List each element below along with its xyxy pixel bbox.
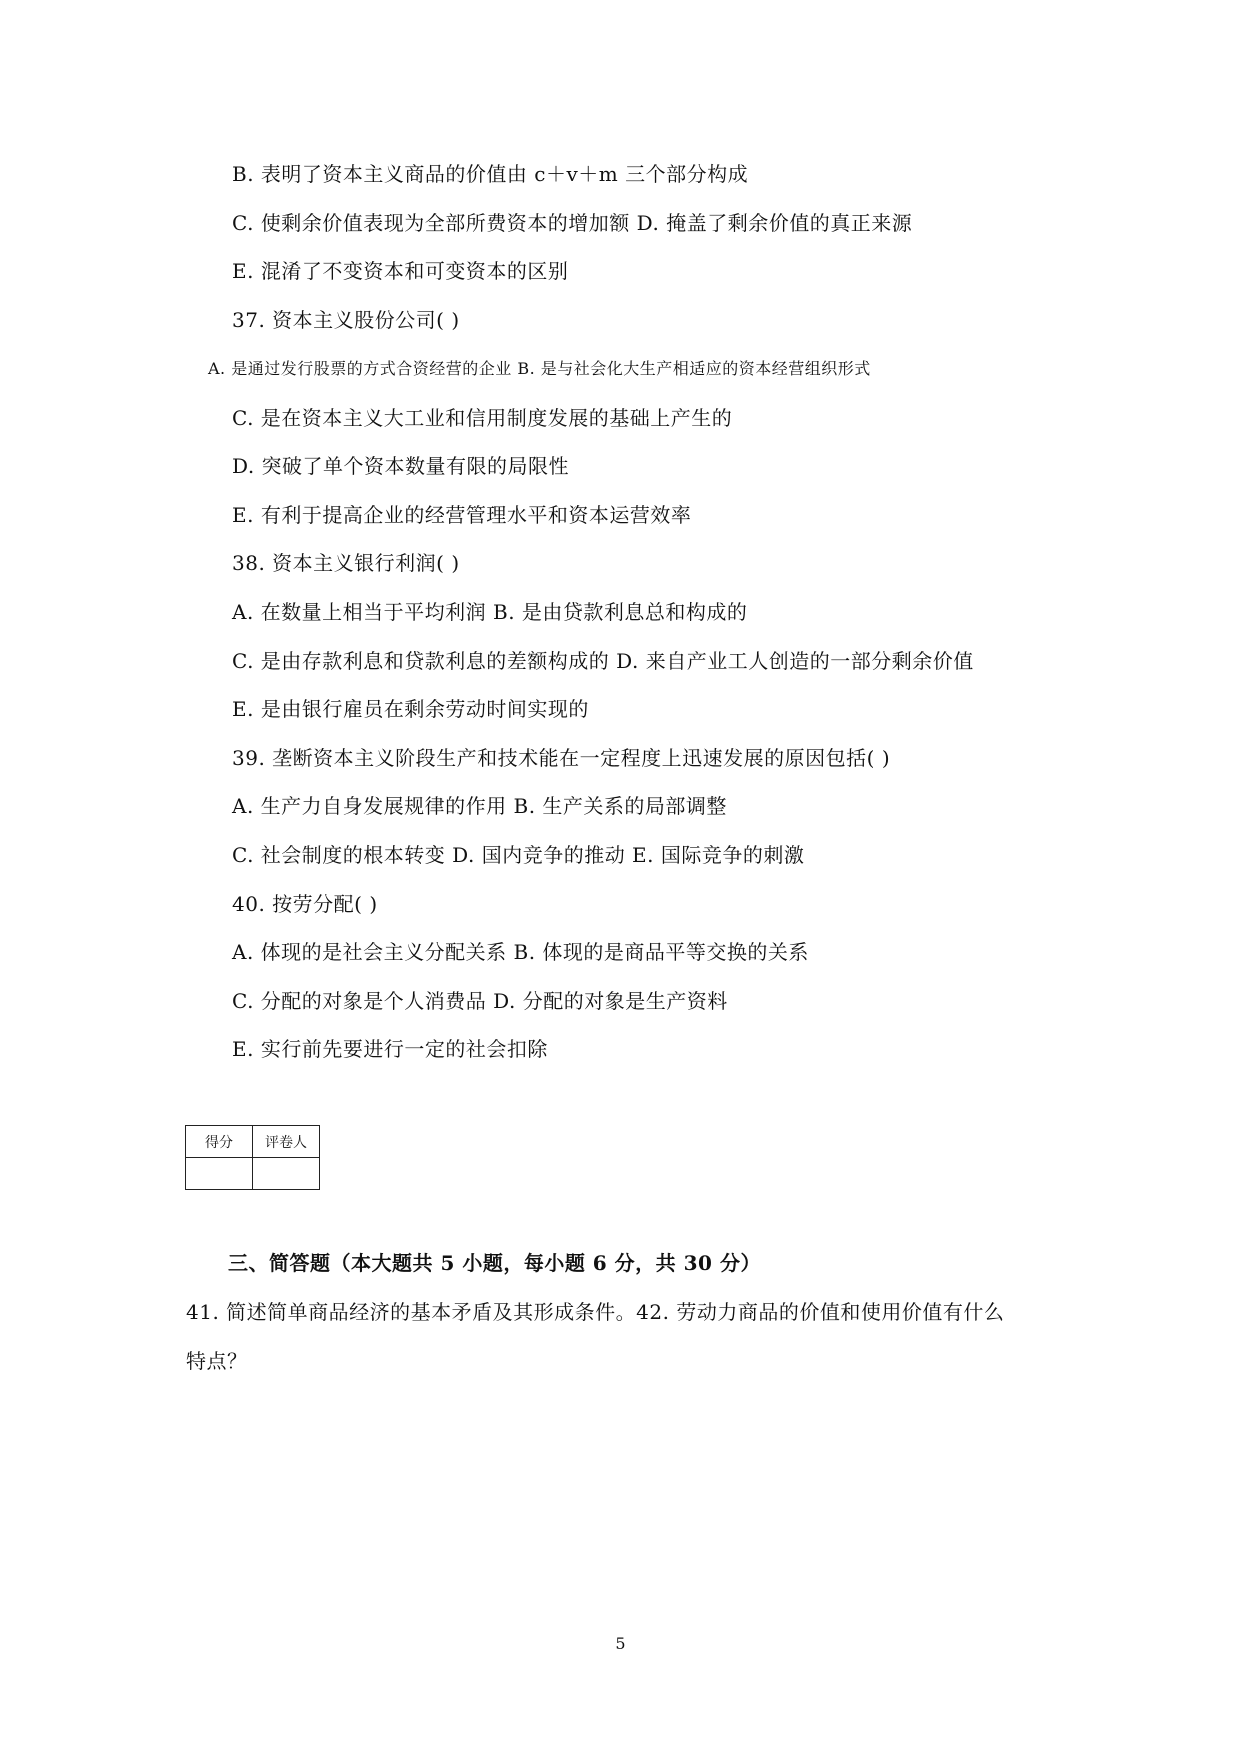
option-line: E. 有利于提高企业的经营管理水平和资本运营效率 — [232, 503, 692, 527]
question-41-42-cont: 特点？ — [186, 1349, 248, 1373]
score-header: 得分 — [186, 1126, 253, 1158]
option-line: A. 是通过发行股票的方式合资经营的企业 B. 是与社会化大生产相适应的资本经营组织形式 — [208, 359, 871, 378]
option-line: C. 是由存款利息和贷款利息的差额构成的 D. 来自产业工人创造的一部分剩余价值 — [232, 649, 974, 673]
page-number: 5 — [615, 1634, 626, 1653]
option-line: C. 是在资本主义大工业和信用制度发展的基础上产生的 — [232, 406, 733, 430]
grader-header: 评卷人 — [253, 1126, 320, 1158]
option-line: C. 使剩余价值表现为全部所费资本的增加额 D. 掩盖了剩余价值的真正来源 — [232, 211, 913, 235]
grader-cell — [253, 1158, 320, 1190]
option-line: C. 社会制度的根本转变 D. 国内竞争的推动 E. 国际竞争的刺激 — [232, 843, 805, 867]
option-line: D. 突破了单个资本数量有限的局限性 — [232, 454, 570, 478]
question-41-42: 41. 简述简单商品经济的基本矛盾及其形成条件。42. 劳动力商品的价值和使用价值有什么 — [186, 1300, 1005, 1324]
option-line: E. 实行前先要进行一定的社会扣除 — [232, 1037, 548, 1061]
question-40: 40. 按劳分配( ) — [232, 892, 378, 916]
option-line: A. 体现的是社会主义分配关系 B. 体现的是商品平等交换的关系 — [232, 940, 809, 964]
option-line: A. 生产力自身发展规律的作用 B. 生产关系的局部调整 — [232, 794, 727, 818]
score-cell — [186, 1158, 253, 1190]
option-line: E. 混淆了不变资本和可变资本的区别 — [232, 259, 569, 283]
option-line: C. 分配的对象是个人消费品 D. 分配的对象是生产资料 — [232, 989, 728, 1013]
score-table — [185, 1125, 320, 1190]
question-38: 38. 资本主义银行利润( ) — [232, 551, 460, 575]
option-line: E. 是由银行雇员在剩余劳动时间实现的 — [232, 697, 589, 721]
option-line: A. 在数量上相当于平均利润 B. 是由贷款利息总和构成的 — [232, 600, 748, 624]
question-39: 39. 垄断资本主义阶段生产和技术能在一定程度上迅速发展的原因包括( ) — [232, 746, 891, 770]
section-title: 三、简答题（本大题共 5 小题，每小题 6 分，共 30 分） — [228, 1251, 761, 1275]
question-37: 37. 资本主义股份公司( ) — [232, 308, 460, 332]
option-line: B. 表明了资本主义商品的价值由 c＋v＋m 三个部分构成 — [232, 162, 749, 186]
